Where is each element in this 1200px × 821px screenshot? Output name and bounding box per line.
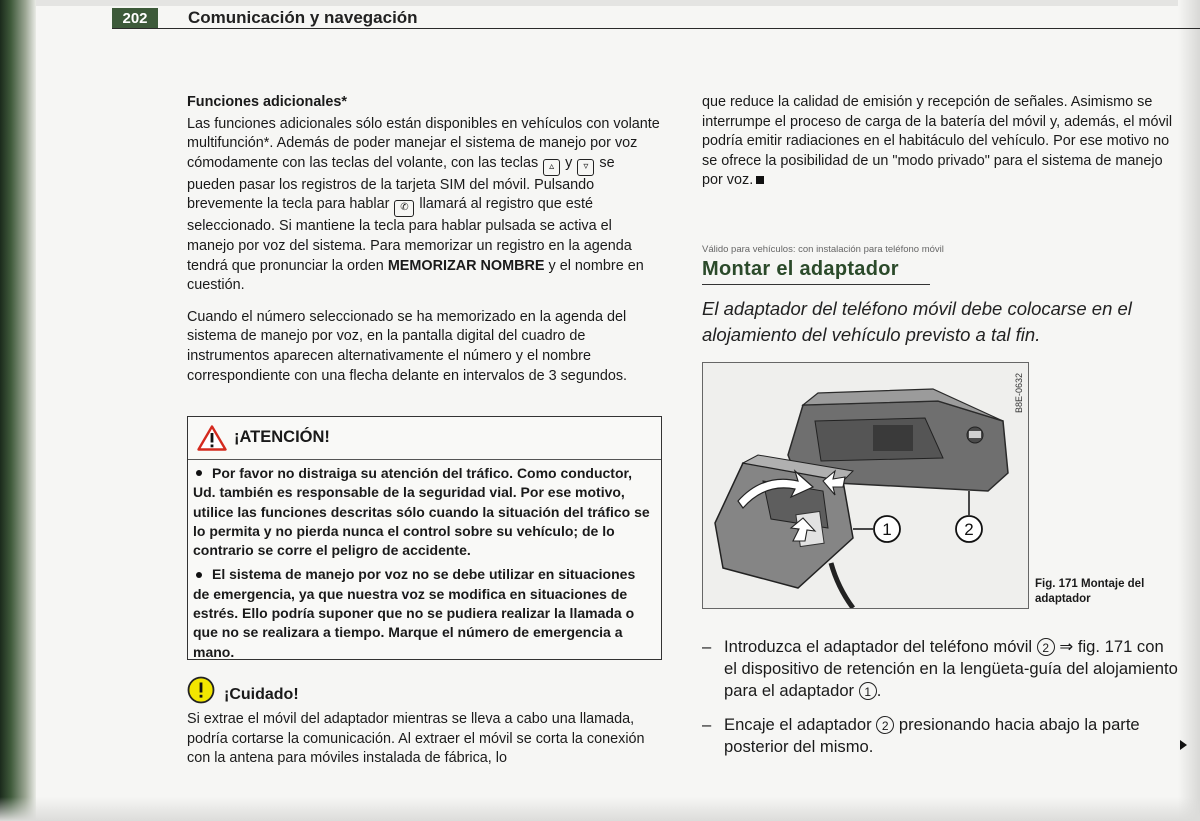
validity-note: Válido para vehículos: con instalación para teléfono móvil: [702, 244, 944, 255]
section-rule: [702, 284, 930, 285]
right-column: [702, 93, 1174, 203]
warning-item: [193, 565, 653, 661]
caution-title: ¡Cuidado!: [224, 686, 299, 703]
step-text: Encaje el adaptador: [724, 715, 872, 734]
subsection-heading: Funciones adicionales*: [187, 94, 347, 110]
part-number-1: 1: [859, 682, 877, 700]
continuation-text: que reduce la calidad de emisión y recepción de señales. Asimismo se interrumpe el proceso de carga de la batería del móvil y, además, el móvil podría emitir radiaciones en el habitáculo del vehículo. Por ese motivo no se ofrece la posibilidad de un "modo privado" para el sistema de manejo por voz.: [702, 94, 1173, 189]
instruction-step: [702, 636, 1178, 702]
caution-text: Si extrae el móvil del adaptador mientras se lleva a cabo una llamada, podría cortarse la comunicación. Al extraer el móvil se corta la conexión con la antena para móviles instalada de fábrica, lo: [187, 711, 645, 767]
callout-label-1: 1: [882, 520, 892, 539]
bullet-icon: [196, 470, 202, 476]
warning-header: [188, 417, 661, 460]
page-edge: [1178, 0, 1200, 821]
warning-item: [193, 464, 653, 560]
step-dash: –: [702, 715, 712, 734]
step-text: .: [876, 681, 882, 700]
lead-text: El adaptador del teléfono móvil debe colocarse en el alojamiento del vehículo previsto a tal fin.: [702, 298, 1132, 345]
page-number: 202: [112, 8, 158, 29]
key-up-icon: ▵: [543, 159, 560, 176]
page-top-band: [0, 0, 1200, 6]
para1-text-b: se pueden pasar los registros de la tarjeta SIM del móvil. Pulsando brevemente la tecla para hablar: [187, 154, 615, 213]
figure-adapter: [702, 362, 1029, 609]
key-down-icon: ▿: [577, 159, 594, 176]
figure-caption: Fig. 171 Montaje del adaptador: [1035, 578, 1145, 605]
step-text: Introduzca el adaptador del teléfono móvil: [724, 637, 1033, 656]
callout-label-2: 2: [964, 520, 974, 539]
command-memorizar-nombre: MEMORIZAR NOMBRE: [387, 257, 545, 274]
step-text: ⇒ fig. 171 con el dispositivo de retención en la lengüeta-guía del alojamiento para el adaptador: [724, 637, 1178, 700]
book-spine-shadow: [0, 0, 36, 821]
para1-text-a: Las funciones adicionales sólo están disponibles en vehículos con volante multifunción*. Además de poder manejar el sistema de manejo por voz cómodamente con las teclas del volante, con las teclas: [187, 115, 660, 171]
caution-circle-icon: [187, 676, 215, 709]
part-number-2: 2: [876, 716, 894, 734]
warning-item-text: El sistema de manejo por voz no se debe utilizar en situaciones de emergencia, ya que nuestra voz se modifica en situaciones de estrés. Ello podría suponer que no se pudiera realizar la llamada o que no se realizara a tiempo. Marque el número de emergencia a mano.: [193, 566, 636, 660]
warning-title: ¡ATENCIÓN!: [234, 428, 330, 446]
talk-key-icon: ✆: [394, 200, 414, 217]
end-of-section-icon: [756, 176, 764, 184]
warning-body: [188, 460, 661, 662]
paragraph-display: Cuando el número seleccionado se ha memorizado en la agenda del sistema de manejo por voz, en la pantalla digital del cuadro de instrumentos aparecen alternativamente el número y el nombre correspondiente con una flecha delante en intervalos de 3 segundos.: [187, 308, 628, 384]
warning-triangle-icon: [197, 425, 227, 456]
adapter-illustration: [703, 363, 1029, 609]
para1-text-c: llamará al registro que esté seleccionado. Si mantiene la tecla para hablar pulsada se activa el manejo por voz del sistema. Para memorizar un registro en la agenda tendrá que pronunciar la orden: [187, 196, 632, 274]
warning-item-text: Por favor no distraiga su atención del tráfico. Como conductor, Ud. también es responsable de la seguridad vial. Por ese motivo, utilice las funciones descritas sólo cuando la situación del tráfico se lo permita y no pierda nunca el control sobre su vehículo; de lo contrario se corre el peligro de accidente.: [193, 465, 650, 559]
instruction-steps: [702, 636, 1178, 770]
header-rule: [112, 28, 1200, 29]
step-text: presionando hacia abajo la parte posterior del mismo.: [724, 715, 1140, 756]
figure-code: B8E-0632: [1014, 373, 1024, 414]
para1-text-d: y el nombre en cuestión.: [187, 257, 644, 294]
step-dash: –: [702, 637, 712, 656]
warning-box: [187, 416, 662, 660]
paragraph-additional-functions: [187, 115, 661, 296]
part-number-2: 2: [1037, 638, 1055, 656]
instruction-step: [702, 714, 1178, 758]
para1-and: y: [565, 154, 573, 171]
left-column: [187, 93, 661, 398]
continue-arrow-icon: [1180, 740, 1187, 750]
section-title: Montar el adaptador: [702, 258, 899, 280]
paragraph-continuation: [702, 93, 1174, 191]
bullet-icon: [196, 572, 202, 578]
page-bottom-shadow: [0, 797, 1200, 821]
running-title: Comunicación y navegación: [188, 8, 418, 27]
